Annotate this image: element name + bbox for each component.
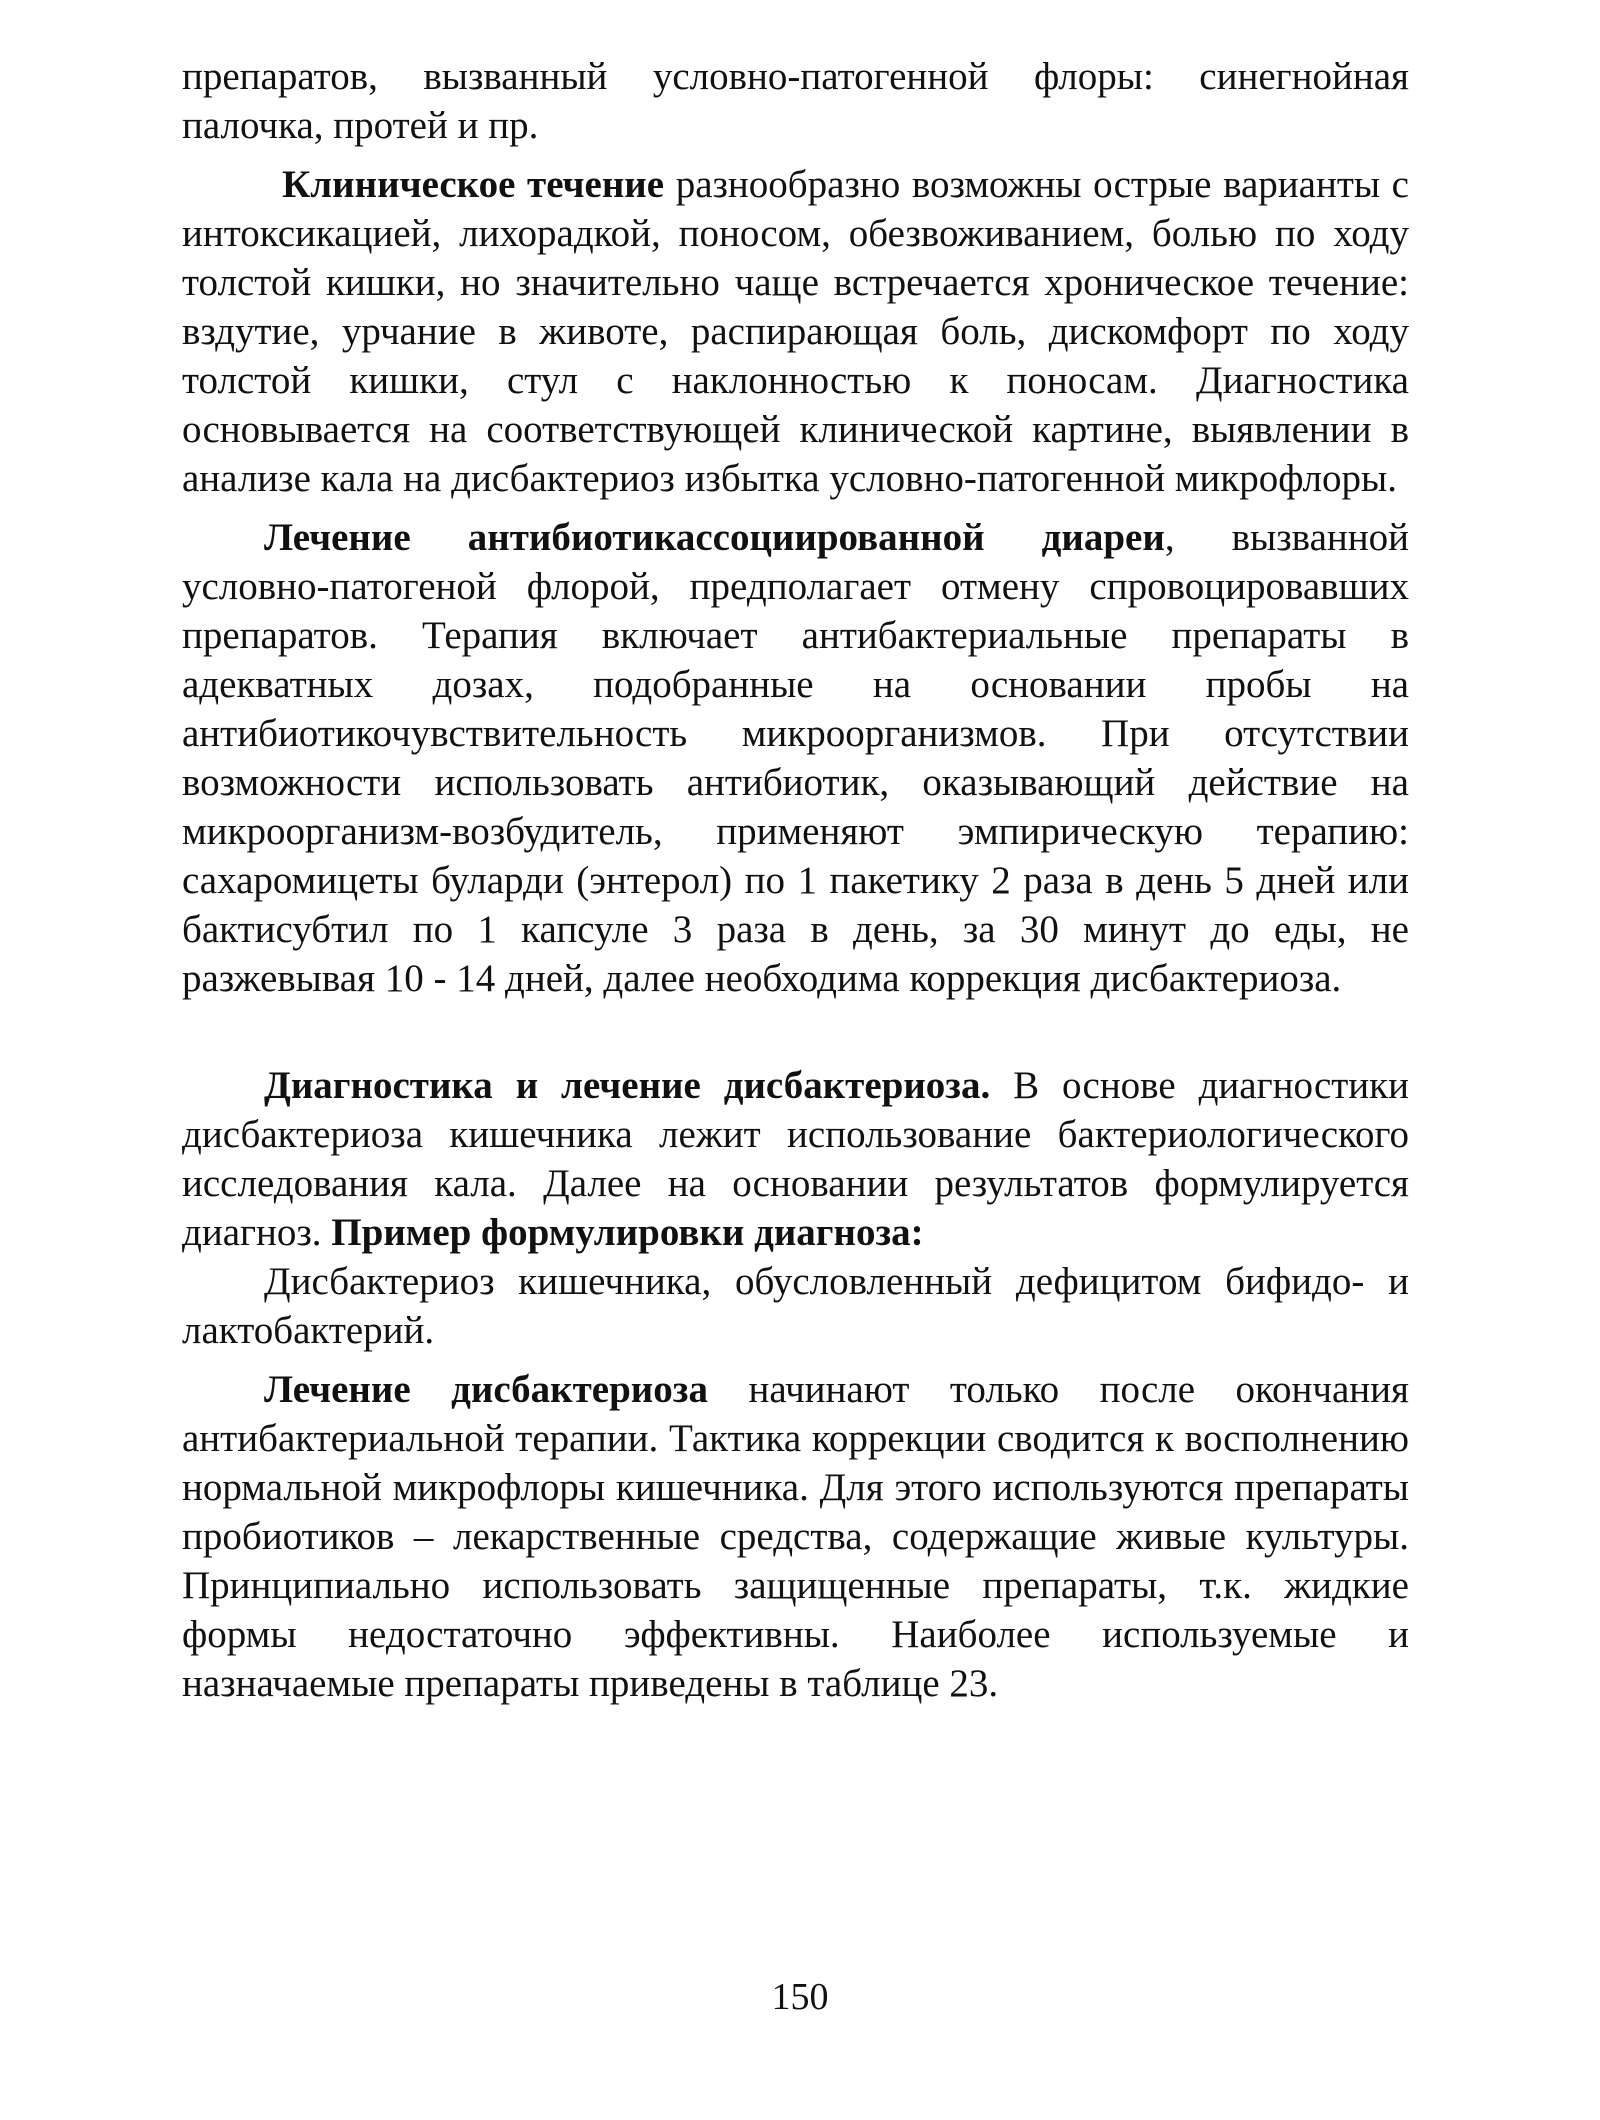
page-number: 150: [771, 1976, 829, 2018]
paragraph-treatment-dysbacteriosis: [182, 1365, 1409, 1708]
paragraph-text: разнообразно возможны острые варианты с интоксикацией, лихорадкой, поносом, обезвоживанием, болью по ходу толстой кишки, но значительно чаще встречается хроническое течение: вздутие, урчание в животе, распирающая боль, дискомфорт по ходу толстой кишки, стул с наклонностью к поносам. Диагностика основывается на соответствующей клинической картине, выявлении в анализе кала на дисбактериоз избытка условно-патогенной микрофлоры.: [182, 163, 1409, 500]
paragraph-text: В основе диагностики дисбактериоза кишечника лежит использование бактериологического исследования кала. Далее на основании результатов формулируется диагноз.: [182, 1064, 1409, 1254]
paragraph-text: начинают только после окончания антибактериальной терапии. Тактика коррекции сводится к восполнению нормальной микрофлоры кишечника. Для этого используются препараты пробиотиков – лекарственные средства, содержащие живые культуры. Принципиально использовать защищенные препараты, т.к. жидкие формы недостаточно эффективны. Наиболее используемые и назначаемые препараты приведены в таблице 23.: [182, 1368, 1409, 1705]
heading-diagnostics: Диагностика и лечение дисбактериоза.: [264, 1064, 991, 1107]
paragraph-diagnosis-example: [182, 1257, 1409, 1355]
paragraph-continuation: [182, 52, 1409, 150]
paragraph-text: Дисбактериоз кишечника, обусловленный дефицитом бифидо- и лактобактерий.: [182, 1260, 1409, 1352]
body-text: [182, 52, 1409, 1718]
heading-treatment-dysbacteriosis: Лечение дисбактериоза: [264, 1368, 708, 1411]
paragraph-diagnostics: [182, 1061, 1409, 1257]
heading-clinical-course: Клиническое течение: [282, 163, 665, 206]
paragraph-text: , вызванной условно-патогеной флорой, предполагает отмену спровоцировавших препаратов. Терапия включает антибактериальные препараты в адекватных дозах, подобранные на основании пробы на антибиотикочувствительность микроорганизмов. При отсутствии возможности использовать антибиотик, оказывающий действие на микроорганизм-возбудитель, применяют эмпирическую терапию: сахаромицеты буларди (энтерол) по 1 пакетику 2 раза в день 5 дней или бактисубтил по 1 капсуле 3 раза в день, за 30 минут до еды, не разжевывая 10 - 14 дней, далее необходима коррекция дисбактериоза.: [182, 516, 1409, 1000]
paragraph-treatment-diarrhea: [182, 513, 1409, 1003]
paragraph-clinical-course: [182, 160, 1409, 503]
heading-diagnosis-example: Пример формулировки диагноза:: [331, 1211, 924, 1254]
paragraph-text: препаратов, вызванный условно-патогенной флоры: синегнойная палочка, протей и пр.: [182, 55, 1409, 147]
heading-treatment-diarrhea: Лечение антибиотикассоциированной диареи: [264, 516, 1165, 559]
